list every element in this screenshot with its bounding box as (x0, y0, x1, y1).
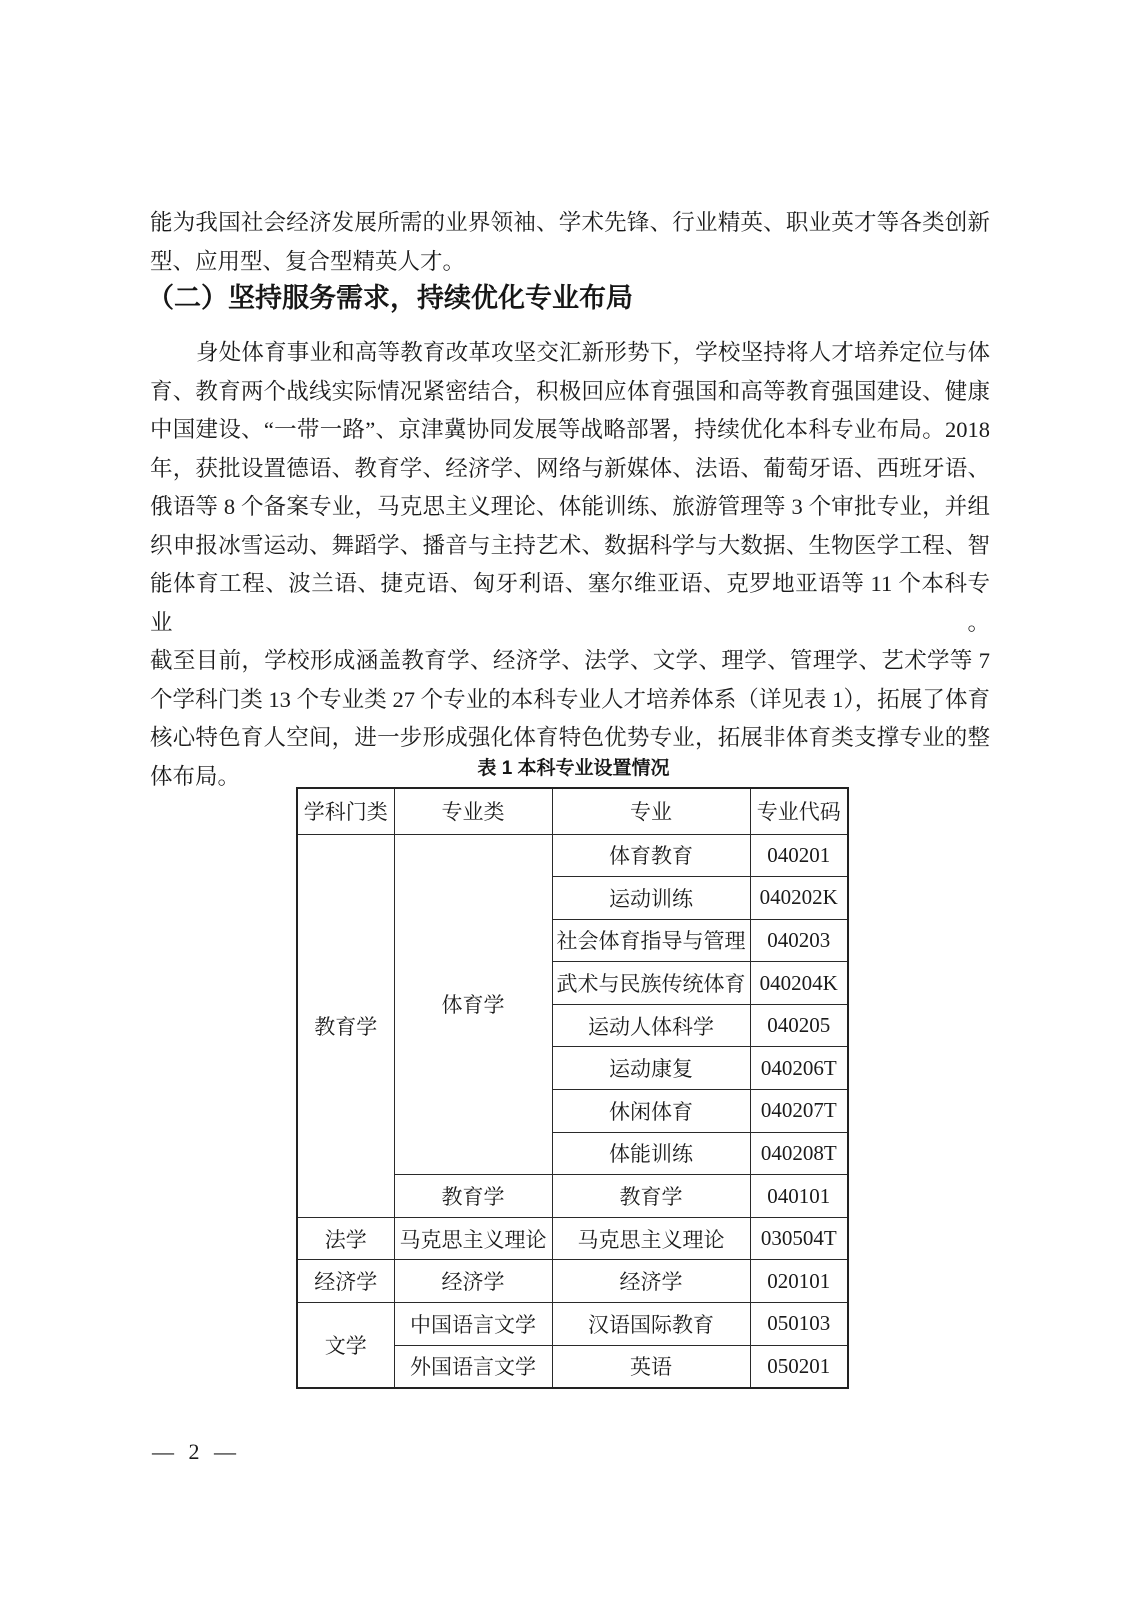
table-title: 表 1 本科专业设置情况 (477, 758, 670, 779)
paragraph-continuation (150, 204, 990, 281)
class-cell: 马克思主义理论 (394, 1217, 552, 1260)
text-line: 织申报冰雪运动、舞蹈学、播音与主持艺术、数据科学与大数据、生物医学工程、智 (150, 532, 990, 558)
majors-table (296, 787, 849, 1389)
page-number: — 2 — (152, 1439, 236, 1464)
major-cell: 英语 (552, 1345, 750, 1388)
major-cell: 运动训练 (552, 877, 750, 920)
discipline-cell: 经济学 (297, 1260, 394, 1303)
discipline-cell: 文学 (297, 1303, 394, 1388)
text-line: 型、应用型、复合型精英人才。 (150, 248, 466, 274)
code-cell: 040202K (750, 877, 848, 920)
table-row (297, 1260, 848, 1303)
code-cell: 040205 (750, 1004, 848, 1047)
main-paragraph (150, 334, 990, 796)
code-cell: 040204K (750, 962, 848, 1005)
major-cell: 运动康复 (552, 1047, 750, 1090)
text-line: 俄语等 8 个备案专业，马克思主义理论、体能训练、旅游管理等 3 个审批专业，并组 (150, 494, 990, 519)
discipline-cell: 法学 (297, 1217, 394, 1260)
code-cell: 040101 (750, 1175, 848, 1218)
text-line: 核心特色育人空间，进一步形成强化体育特色优势专业，拓展非体育类支撑专业的整 (150, 725, 990, 750)
code-cell: 030504T (750, 1217, 848, 1260)
major-cell: 社会体育指导与管理 (552, 919, 750, 962)
class-cell: 体育学 (394, 834, 552, 1175)
major-cell: 汉语国际教育 (552, 1303, 750, 1346)
code-cell: 040207T (750, 1090, 848, 1133)
major-cell: 经济学 (552, 1260, 750, 1303)
code-cell: 040206T (750, 1047, 848, 1090)
class-cell: 外国语言文学 (394, 1345, 552, 1388)
table-row (297, 1217, 848, 1260)
major-cell: 体能训练 (552, 1132, 750, 1175)
discipline-cell: 教育学 (297, 834, 394, 1217)
code-cell: 040201 (750, 834, 848, 877)
text-line: 身处体育事业和高等教育改革攻坚交汇新形势下，学校坚持将人才培养定位与体 (196, 340, 990, 365)
text-line: 能为我国社会经济发展所需的业界领袖、学术先锋、行业精英、职业英才等各类创新 (150, 210, 990, 235)
major-cell: 教育学 (552, 1175, 750, 1218)
table-row (297, 1303, 848, 1346)
major-cell: 武术与民族传统体育 (552, 962, 750, 1005)
code-cell: 020101 (750, 1260, 848, 1303)
code-cell: 040208T (750, 1132, 848, 1175)
table-header-row (297, 788, 848, 834)
text-line: 育、教育两个战线实际情况紧密结合，积极回应体育强国和高等教育强国建设、健康 (150, 378, 990, 404)
table-row (297, 834, 848, 877)
class-cell: 经济学 (394, 1260, 552, 1303)
text-line: 个学科门类 13 个专业类 27 个专业的本科专业人才培养体系（详见表 1），拓展了体育 (150, 686, 990, 712)
text-line: 能体育工程、波兰语、捷克语、匈牙利语、塞尔维亚语、克罗地亚语等 11 个本科专业。 (150, 571, 990, 635)
major-cell: 体育教育 (552, 834, 750, 877)
class-cell: 中国语言文学 (394, 1303, 552, 1346)
major-cell: 休闲体育 (552, 1090, 750, 1133)
column-header-code: 专业代码 (750, 788, 848, 834)
section-heading: （二）坚持服务需求，持续优化专业布局 (147, 283, 633, 313)
column-header-discipline: 学科门类 (297, 788, 394, 834)
class-cell: 教育学 (394, 1175, 552, 1218)
code-cell: 040203 (750, 919, 848, 962)
text-line: 年，获批设置德语、教育学、经济学、网络与新媒体、法语、葡萄牙语、西班牙语、 (150, 455, 990, 481)
text-line: 截至目前，学校形成涵盖教育学、经济学、法学、文学、理学、管理学、艺术学等 7 (150, 648, 990, 673)
code-cell: 050201 (750, 1345, 848, 1388)
column-header-class: 专业类 (394, 788, 552, 834)
major-cell: 马克思主义理论 (552, 1217, 750, 1260)
column-header-major: 专业 (552, 788, 750, 834)
code-cell: 050103 (750, 1303, 848, 1346)
major-cell: 运动人体科学 (552, 1004, 750, 1047)
text-line: 中国建设、“一带一路”、京津冀协同发展等战略部署，持续优化本科专业布局。2018 (150, 417, 990, 442)
text-line: 体布局。 (150, 763, 241, 789)
